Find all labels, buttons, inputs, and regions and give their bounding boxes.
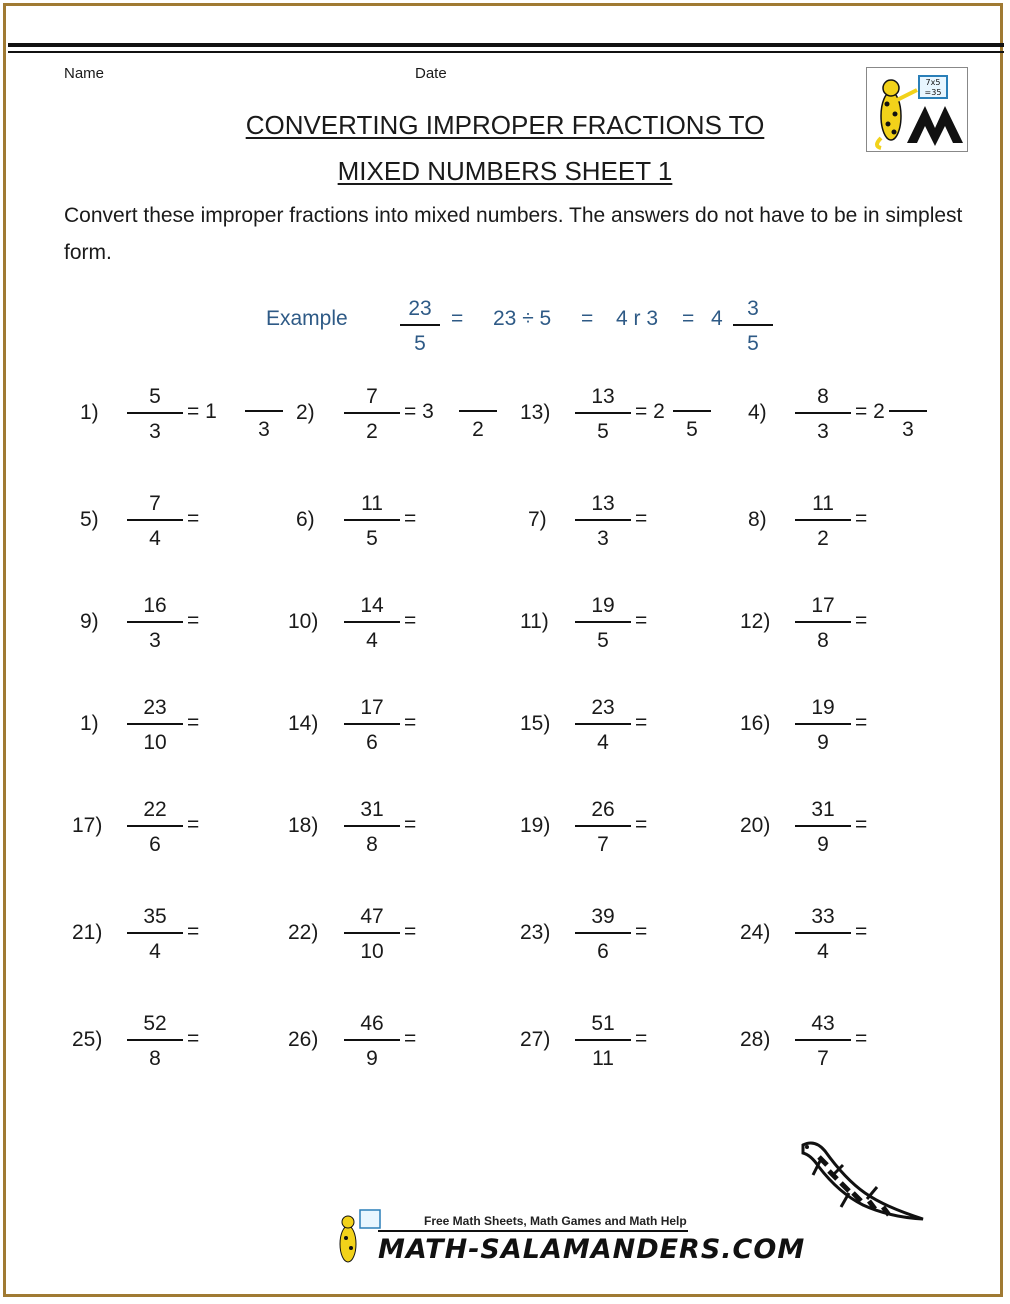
- denominator: 3: [597, 527, 609, 550]
- question-number: 22): [288, 921, 319, 944]
- question-fraction: [795, 694, 851, 756]
- question-number: 15): [520, 712, 551, 735]
- answer-fraction-blank[interactable]: [889, 410, 927, 442]
- equals-sign: = 2: [635, 400, 665, 423]
- blank-numerator-line[interactable]: [673, 410, 711, 412]
- equals-sign: = 1: [187, 400, 217, 423]
- denominator: 2: [366, 420, 378, 443]
- denominator: 4: [366, 629, 378, 652]
- question-number: 26): [288, 1028, 319, 1051]
- fraction-bar: [344, 412, 400, 414]
- question-number: 13): [520, 401, 551, 424]
- question-fraction: [344, 383, 400, 445]
- answer-denominator: 2: [472, 418, 484, 441]
- question-fraction: [795, 796, 851, 858]
- question-number: 24): [740, 921, 771, 944]
- blank-numerator-line[interactable]: [889, 410, 927, 412]
- answer-denominator: 5: [686, 418, 698, 441]
- denominator: 9: [817, 833, 829, 856]
- question-fraction: [127, 383, 183, 445]
- question-number: 25): [72, 1028, 103, 1051]
- denominator: 4: [597, 731, 609, 754]
- denominator: 4: [149, 527, 161, 550]
- question-fraction: [795, 592, 851, 654]
- question-fraction: [127, 903, 183, 965]
- question-number: 14): [288, 712, 319, 735]
- answer-fraction-blank[interactable]: [459, 410, 497, 442]
- fraction-bar: [795, 825, 851, 827]
- question-number: 11): [520, 610, 549, 633]
- name-label: Name: [64, 65, 105, 82]
- example-label: Example: [266, 307, 348, 330]
- equals-sign: =: [187, 1027, 200, 1050]
- example-whole: 4: [711, 307, 723, 330]
- question-number: 1): [80, 712, 99, 735]
- equals-sign: =: [635, 920, 648, 943]
- numerator: 23: [143, 696, 167, 719]
- denominator: 6: [597, 940, 609, 963]
- denominator: 5: [366, 527, 378, 550]
- equals-sign: =: [635, 609, 648, 632]
- page-title-line1: CONVERTING IMPROPER FRACTIONS TO: [245, 110, 765, 140]
- numerator: 47: [360, 905, 384, 928]
- numerator: 11: [812, 492, 834, 515]
- numerator: 31: [811, 798, 835, 821]
- numerator: 16: [143, 594, 167, 617]
- question-number: 19): [520, 814, 551, 837]
- question-fraction: [795, 1010, 851, 1072]
- numerator: 7: [149, 492, 161, 515]
- denominator: 2: [817, 527, 829, 550]
- denominator: 6: [366, 731, 378, 754]
- example-equals-2: =: [581, 307, 594, 330]
- question-number: 23): [520, 921, 551, 944]
- question-number: 17): [72, 814, 103, 837]
- equals-sign: =: [855, 813, 868, 836]
- numerator: 19: [811, 696, 835, 719]
- equals-sign: =: [187, 711, 200, 734]
- question-fraction: [575, 796, 631, 858]
- equals-sign: = 2: [855, 400, 885, 423]
- equals-sign: =: [855, 1027, 868, 1050]
- question-fraction: [127, 694, 183, 756]
- fraction-bar: [795, 723, 851, 725]
- numerator: 43: [811, 1012, 835, 1035]
- footer-brand: MATH-SALAMANDERS.COM: [378, 1234, 806, 1265]
- equals-sign: =: [635, 507, 648, 530]
- question-number: 21): [72, 921, 103, 944]
- equals-sign: =: [635, 1027, 648, 1050]
- question-fraction: [127, 592, 183, 654]
- equals-sign: =: [404, 1027, 417, 1050]
- example-equals-3: =: [682, 307, 695, 330]
- fraction-bar: [127, 412, 183, 414]
- denominator: 10: [143, 731, 167, 754]
- numerator: 46: [360, 1012, 384, 1035]
- example-equals-1: =: [451, 307, 464, 330]
- fraction-bar: [344, 723, 400, 725]
- equals-sign: =: [855, 920, 868, 943]
- question-fraction: [344, 1010, 400, 1072]
- question-fraction: [575, 903, 631, 965]
- question-number: 8): [748, 508, 767, 531]
- date-label: Date: [415, 65, 447, 82]
- salamander-icon: [785, 1135, 930, 1230]
- fraction-bar: [127, 932, 183, 934]
- answer-fraction-blank[interactable]: [245, 410, 283, 442]
- question-number: 6): [296, 508, 315, 531]
- blank-numerator-line[interactable]: [459, 410, 497, 412]
- numerator: 35: [143, 905, 167, 928]
- question-fraction: [575, 1010, 631, 1072]
- denominator: 9: [817, 731, 829, 754]
- fraction-bar: [575, 932, 631, 934]
- equals-sign: =: [404, 711, 417, 734]
- equals-sign: =: [855, 711, 868, 734]
- denominator: 5: [597, 629, 609, 652]
- top-rule-thick: [8, 43, 1004, 47]
- numerator: 5: [149, 385, 161, 408]
- question-fraction: [795, 903, 851, 965]
- equals-sign: =: [404, 813, 417, 836]
- question-number: 27): [520, 1028, 551, 1051]
- question-fraction: [575, 694, 631, 756]
- top-rule-thin: [8, 51, 1004, 53]
- example-answer-fraction: 3 5: [725, 295, 781, 357]
- fraction-bar: [344, 932, 400, 934]
- fraction-bar: [344, 519, 400, 521]
- instructions: Convert these improper fractions into mixed numbers. The answers do not have to be in simplest form.: [64, 204, 963, 264]
- fraction-bar: [127, 519, 183, 521]
- fraction-bar: [344, 825, 400, 827]
- fraction-bar: [575, 621, 631, 623]
- denominator: 4: [149, 940, 161, 963]
- question-number: 16): [740, 712, 771, 735]
- footer-tagline: Free Math Sheets, Math Games and Math Help: [424, 1214, 687, 1228]
- question-number: 10): [288, 610, 319, 633]
- numerator: 23: [591, 696, 615, 719]
- fraction-bar: [795, 519, 851, 521]
- equals-sign: =: [635, 711, 648, 734]
- equals-sign: =: [187, 920, 200, 943]
- question-number: 7): [528, 508, 547, 531]
- question-fraction: [127, 1010, 183, 1072]
- equals-sign: =: [404, 920, 417, 943]
- denominator: 6: [149, 833, 161, 856]
- fraction-bar: [127, 723, 183, 725]
- fraction-bar: [344, 1039, 400, 1041]
- numerator: 13: [591, 385, 615, 408]
- example-fraction: 23 5: [392, 295, 448, 357]
- numerator: 8: [817, 385, 829, 408]
- fraction-bar: [127, 621, 183, 623]
- denominator: 10: [360, 940, 384, 963]
- svg-text:7x5: 7x5: [925, 78, 941, 87]
- numerator: 17: [811, 594, 835, 617]
- numerator: 14: [360, 594, 384, 617]
- numerator: 52: [143, 1012, 167, 1035]
- question-fraction: [344, 796, 400, 858]
- fraction-bar: [575, 723, 631, 725]
- question-fraction: [127, 490, 183, 552]
- question-number: 9): [80, 610, 99, 633]
- numerator: 19: [591, 594, 615, 617]
- denominator: 8: [817, 629, 829, 652]
- equals-sign: =: [187, 813, 200, 836]
- fraction-bar: [575, 412, 631, 414]
- numerator: 33: [811, 905, 835, 928]
- question-fraction: [795, 490, 851, 552]
- equals-sign: =: [404, 609, 417, 632]
- question-number: 20): [740, 814, 771, 837]
- numerator: 13: [591, 492, 615, 515]
- fraction-bar: [575, 825, 631, 827]
- denominator: 8: [149, 1047, 161, 1070]
- fraction-bar: [795, 1039, 851, 1041]
- fraction-bar: [575, 519, 631, 521]
- denominator: 4: [817, 940, 829, 963]
- fraction-bar: [127, 825, 183, 827]
- question-number: 5): [80, 508, 99, 531]
- question-fraction: [575, 490, 631, 552]
- answer-fraction-blank[interactable]: [673, 410, 711, 442]
- denominator: 7: [597, 833, 609, 856]
- numerator: 31: [360, 798, 384, 821]
- question-number: 12): [740, 610, 771, 633]
- denominator: 11: [592, 1047, 614, 1070]
- fraction-bar: [795, 621, 851, 623]
- question-number: 1): [80, 401, 99, 424]
- question-number: 18): [288, 814, 319, 837]
- answer-denominator: 3: [902, 418, 914, 441]
- question-fraction: [344, 694, 400, 756]
- denominator: 3: [817, 420, 829, 443]
- denominator: 8: [366, 833, 378, 856]
- denominator: 3: [149, 629, 161, 652]
- question-number: 4): [748, 401, 767, 424]
- fraction-bar: [127, 1039, 183, 1041]
- equals-sign: =: [855, 507, 868, 530]
- svg-text:=35: =35: [924, 88, 942, 97]
- question-number: 2): [296, 401, 315, 424]
- denominator: 7: [817, 1047, 829, 1070]
- numerator: 26: [591, 798, 615, 821]
- fraction-bar: [795, 932, 851, 934]
- question-fraction: [127, 796, 183, 858]
- equals-sign: =: [404, 507, 417, 530]
- question-fraction: [344, 903, 400, 965]
- fraction-bar: [795, 412, 851, 414]
- fraction-bar: [575, 1039, 631, 1041]
- question-fraction: [344, 592, 400, 654]
- numerator: 39: [591, 905, 615, 928]
- question-fraction: [795, 383, 851, 445]
- example-remainder: 4 r 3: [616, 307, 659, 330]
- numerator: 11: [361, 492, 383, 515]
- equals-sign: =: [187, 507, 200, 530]
- denominator: 5: [597, 420, 609, 443]
- question-fraction: [344, 490, 400, 552]
- example-division: 23 ÷ 5: [493, 307, 552, 330]
- denominator: 9: [366, 1047, 378, 1070]
- denominator: 3: [149, 420, 161, 443]
- footer-rule: [378, 1230, 688, 1232]
- numerator: 7: [366, 385, 378, 408]
- page-title-line2: MIXED NUMBERS SHEET 1: [337, 156, 673, 186]
- numerator: 22: [143, 798, 167, 821]
- equals-sign: =: [855, 609, 868, 632]
- equals-sign: = 3: [404, 400, 434, 423]
- equals-sign: =: [187, 609, 200, 632]
- blank-numerator-line[interactable]: [245, 410, 283, 412]
- fraction-bar: [344, 621, 400, 623]
- question-number: 28): [740, 1028, 771, 1051]
- answer-denominator: 3: [258, 418, 270, 441]
- numerator: 17: [360, 696, 384, 719]
- question-fraction: [575, 592, 631, 654]
- question-fraction: [575, 383, 631, 445]
- numerator: 51: [591, 1012, 615, 1035]
- equals-sign: =: [635, 813, 648, 836]
